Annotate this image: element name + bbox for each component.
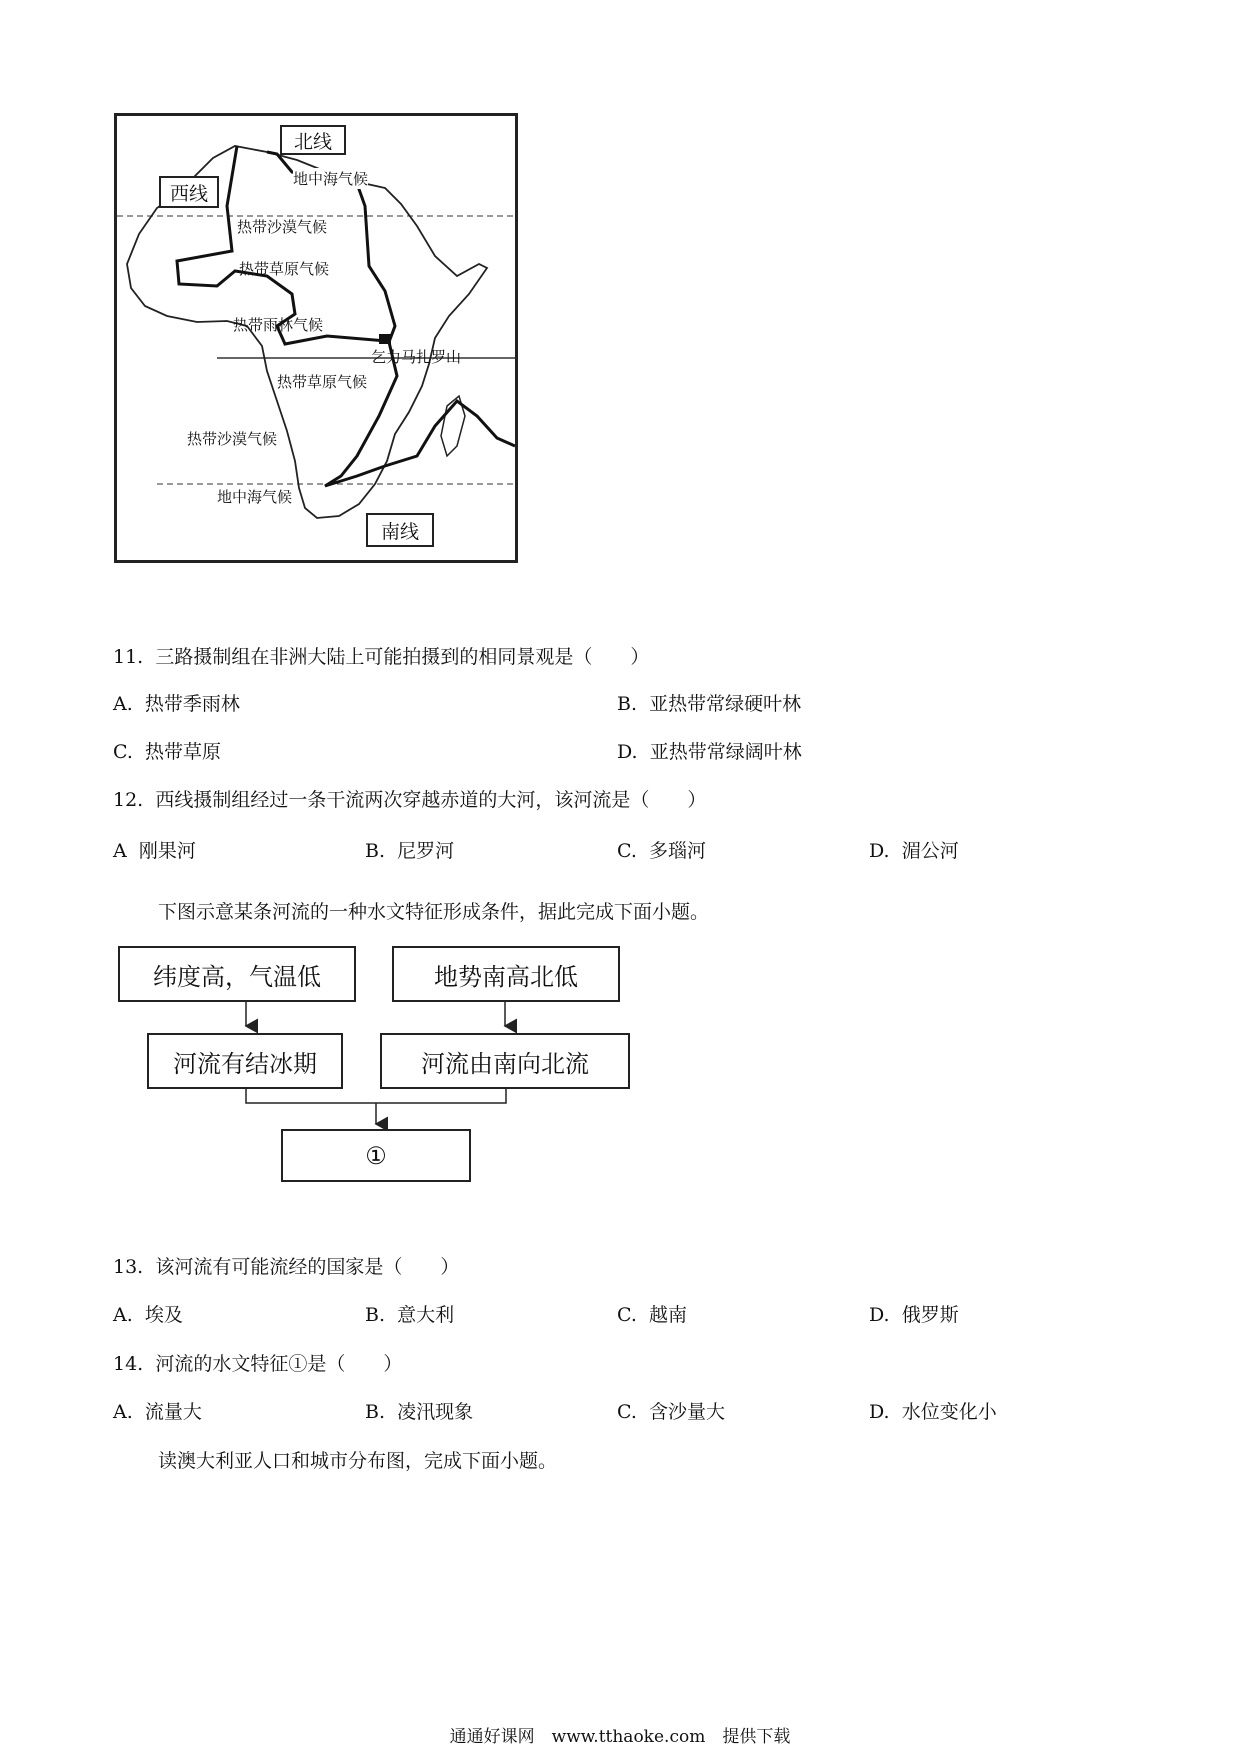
option-letter: C. xyxy=(617,840,637,862)
option-text: 湄公河 xyxy=(901,840,959,862)
desert-north-label: 热带沙漠气候 xyxy=(237,218,328,236)
option-text: 刚果河 xyxy=(138,840,196,862)
flow-box-latitude: 纬度高，气温低 xyxy=(118,946,356,1002)
savanna-north-label: 热带草原气候 xyxy=(239,260,330,278)
flow-box-south-to-north: 河流由南向北流 xyxy=(380,1033,630,1089)
option-letter: A. xyxy=(113,1401,133,1423)
question-stem: 西线摄制组经过一条干流两次穿越赤道的大河，该河流是（ ） xyxy=(155,789,707,811)
q13-option-c xyxy=(617,1300,687,1327)
option-letter: C. xyxy=(113,741,133,763)
q14-option-a xyxy=(113,1397,202,1424)
q11-option-a xyxy=(113,689,240,716)
kilimanjaro-label: 乞力马扎罗山 xyxy=(371,348,462,366)
option-letter: A. xyxy=(113,1304,133,1326)
option-text: 尼罗河 xyxy=(397,840,455,862)
q11-option-d xyxy=(617,737,802,764)
west-line-label: 西线 xyxy=(159,176,219,208)
question-14 xyxy=(113,1349,402,1376)
q12-option-b xyxy=(365,836,454,863)
option-letter: D. xyxy=(869,840,890,862)
flow-box-freezing: 河流有结冰期 xyxy=(147,1033,343,1089)
option-text: 意大利 xyxy=(397,1304,455,1326)
option-text: 越南 xyxy=(649,1304,688,1326)
mediterranean-north-label: 地中海气候 xyxy=(293,170,369,188)
question-11 xyxy=(113,642,649,669)
desert-south-label: 热带沙漠气候 xyxy=(187,430,278,448)
option-text: 热带季雨林 xyxy=(144,693,240,715)
option-text: 热带草原 xyxy=(145,741,222,763)
option-letter: A xyxy=(113,840,127,862)
question-stem: 河流的水文特征①是（ ） xyxy=(155,1353,403,1375)
option-letter: B. xyxy=(617,693,638,715)
question-number: 14. xyxy=(113,1353,144,1375)
option-text: 亚热带常绿硬叶林 xyxy=(649,693,802,715)
savanna-south-label: 热带草原气候 xyxy=(277,373,368,391)
option-letter: B. xyxy=(365,840,386,862)
africa-climate-map xyxy=(114,113,518,563)
option-letter: D. xyxy=(869,1304,890,1326)
q14-option-d xyxy=(869,1397,997,1424)
q11-option-b xyxy=(617,689,801,716)
flowchart-intro: 下图示意某条河流的一种水文特征形成条件，据此完成下面小题。 xyxy=(158,901,710,923)
rainforest-label: 热带雨林气候 xyxy=(233,316,324,334)
north-line-label: 北线 xyxy=(280,125,346,155)
flow-box-result: ① xyxy=(281,1129,471,1182)
q13-option-a xyxy=(113,1300,183,1327)
option-text: 含沙量大 xyxy=(649,1401,726,1423)
q12-option-c xyxy=(617,836,706,863)
q12-option-d xyxy=(869,836,959,863)
page-footer: 通通好课网 www.tthaoke.com 提供下载 xyxy=(449,1727,791,1747)
option-letter: C. xyxy=(617,1401,637,1423)
q12-option-a xyxy=(113,836,196,863)
question-number: 11. xyxy=(113,646,144,668)
question-number: 13. xyxy=(113,1256,144,1278)
q14-option-c xyxy=(617,1397,725,1424)
option-text: 多瑙河 xyxy=(649,840,707,862)
q13-option-b xyxy=(365,1300,454,1327)
q11-option-c xyxy=(113,737,221,764)
option-letter: B. xyxy=(365,1304,386,1326)
q13-option-d xyxy=(869,1300,959,1327)
q14-option-b xyxy=(365,1397,473,1424)
australia-intro: 读澳大利亚人口和城市分布图，完成下面小题。 xyxy=(158,1450,558,1472)
connector-merge xyxy=(246,1089,506,1103)
option-letter: D. xyxy=(617,741,638,763)
question-stem: 该河流有可能流经的国家是（ ） xyxy=(155,1256,460,1278)
question-number: 12. xyxy=(113,789,144,811)
option-letter: D. xyxy=(869,1401,890,1423)
option-text: 俄罗斯 xyxy=(901,1304,959,1326)
option-letter: A. xyxy=(113,693,133,715)
kilimanjaro-marker xyxy=(379,334,391,344)
question-13 xyxy=(113,1252,459,1279)
flow-box-terrain: 地势南高北低 xyxy=(392,946,620,1002)
option-letter: C. xyxy=(617,1304,637,1326)
question-stem: 三路摄制组在非洲大陆上可能拍摄到的相同景观是（ ） xyxy=(155,646,650,668)
mediterranean-south-label: 地中海气候 xyxy=(217,488,293,506)
option-text: 水位变化小 xyxy=(901,1401,997,1423)
option-text: 流量大 xyxy=(144,1401,202,1423)
question-12 xyxy=(113,785,706,812)
option-text: 亚热带常绿阔叶林 xyxy=(649,741,802,763)
south-line-label: 南线 xyxy=(366,513,434,547)
option-letter: B. xyxy=(365,1401,386,1423)
option-text: 埃及 xyxy=(144,1304,183,1326)
option-text: 凌汛现象 xyxy=(397,1401,474,1423)
